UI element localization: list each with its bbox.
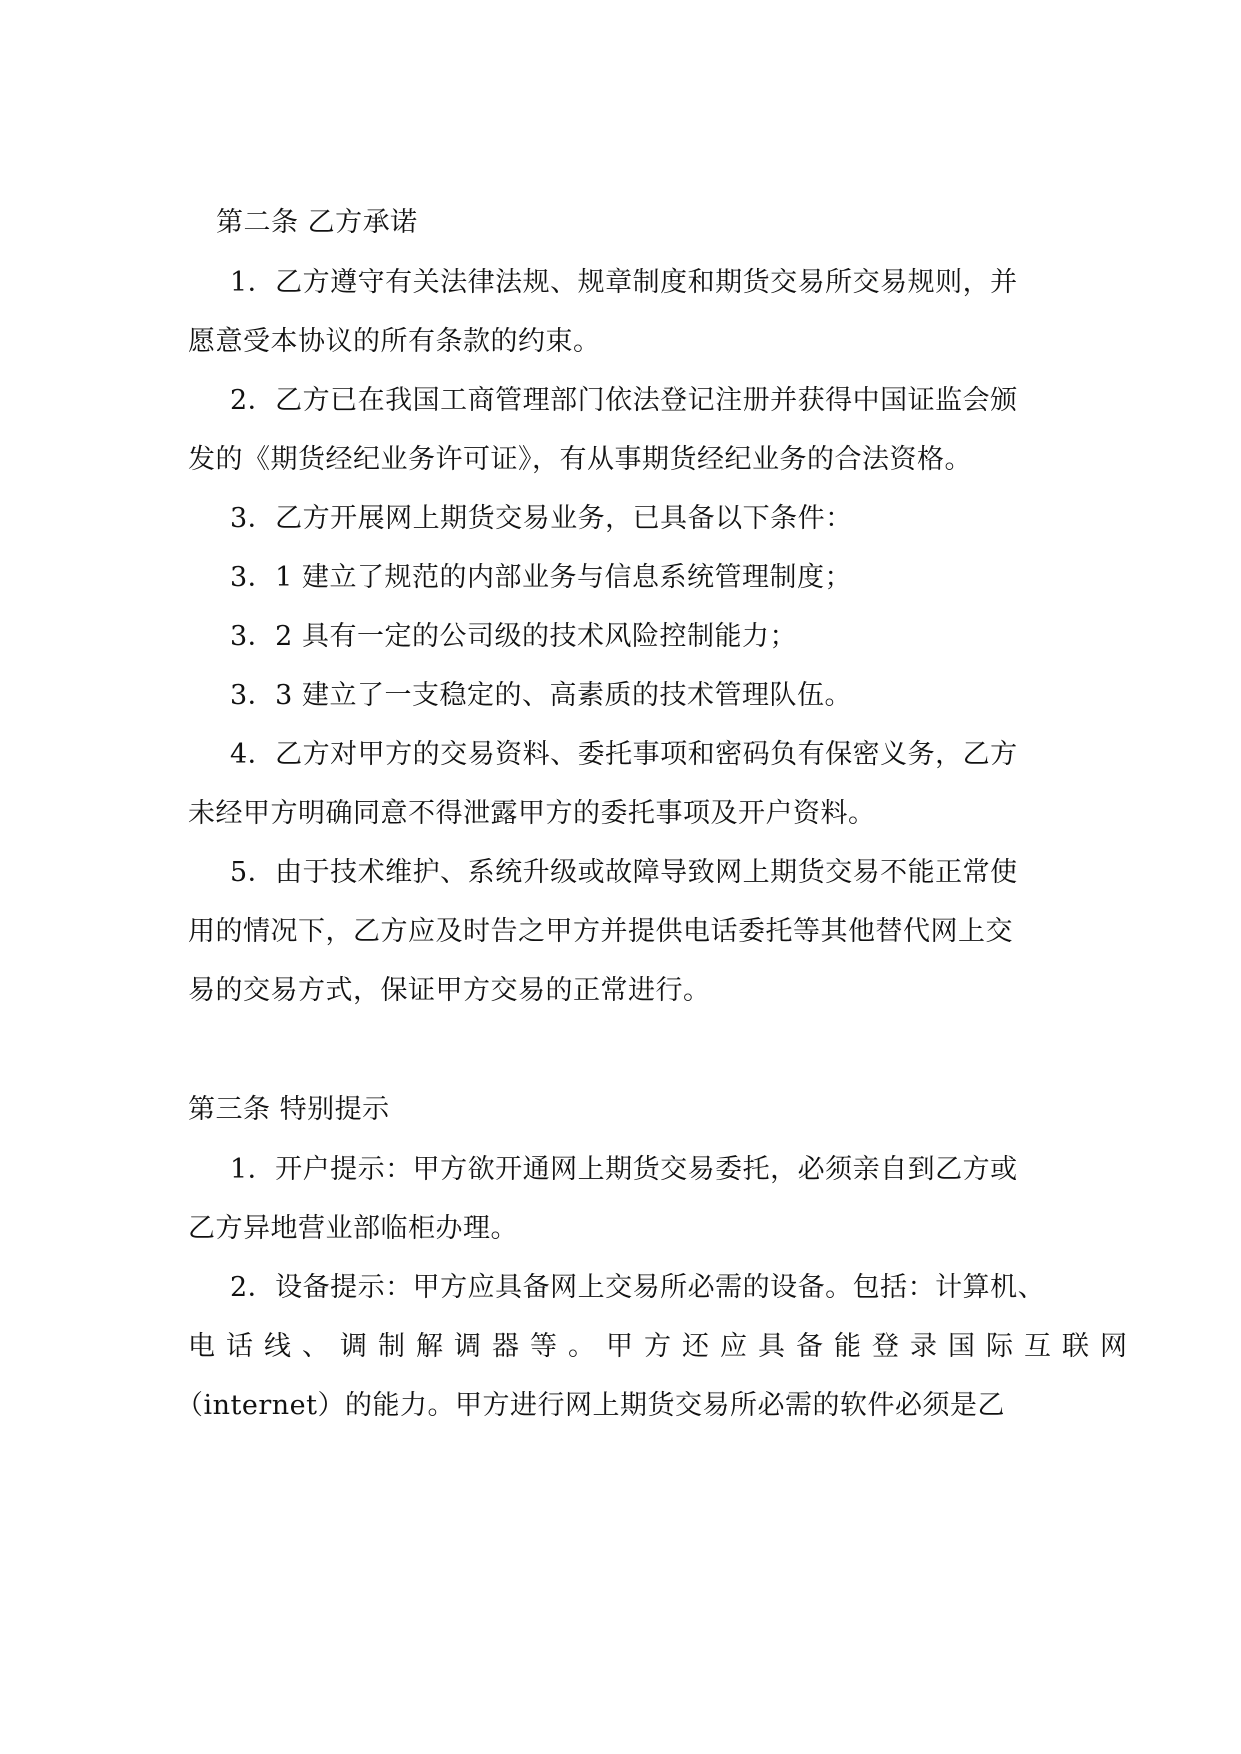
section2-line-9: 4．乙方对甲方的交易资料、委托事项和密码负有保密义务，乙方 (230, 739, 1018, 770)
section2-line-7: 3．2 具有一定的公司级的技术风险控制能力； (230, 621, 797, 652)
section2-heading: 第二条 乙方承诺 (216, 207, 418, 238)
section3-line-3: 2．设备提示：甲方应具备网上交易所必需的设备。包括：计算机、 (230, 1272, 1046, 1303)
section2-line-13: 易的交易方式，保证甲方交易的正常进行。 (188, 975, 711, 1006)
section2-line-11: 5．由于技术维护、系统升级或故障导致网上期货交易不能正常使 (230, 857, 1018, 888)
section2-line-6: 3．1 建立了规范的内部业务与信息系统管理制度； (230, 562, 852, 593)
section2-line-2: 愿意受本协议的所有条款的约束。 (188, 326, 601, 357)
section2-line-3: 2．乙方已在我国工商管理部门依法登记注册并获得中国证监会颁 (230, 385, 1018, 416)
section3-line-2: 乙方异地营业部临柜办理。 (188, 1213, 518, 1244)
section3-line-5: （internet）的能力。甲方进行网上期货交易所必需的软件必须是乙 (176, 1390, 1005, 1421)
section3-line-4: 电话线、调制解调器等。甲方还应具备能登录国际互联网 (188, 1331, 1138, 1362)
section2-line-12: 用的情况下，乙方应及时告之甲方并提供电话委托等其他替代网上交 (188, 916, 1013, 947)
section3-heading: 第三条 特别提示 (188, 1094, 390, 1125)
section3-line-1: 1．开户提示：甲方欲开通网上期货交易委托，必须亲自到乙方或 (230, 1154, 1018, 1185)
section2-line-8: 3．3 建立了一支稳定的、高素质的技术管理队伍。 (230, 680, 852, 711)
section2-line-10: 未经甲方明确同意不得泄露甲方的委托事项及开户资料。 (188, 798, 876, 829)
section2-line-5: 3．乙方开展网上期货交易业务，已具备以下条件： (230, 503, 853, 534)
section2-line-1: 1．乙方遵守有关法律法规、规章制度和期货交易所交易规则，并 (230, 267, 1018, 298)
section2-line-4: 发的《期货经纪业务许可证》，有从事期货经纪业务的合法资格。 (188, 444, 972, 475)
